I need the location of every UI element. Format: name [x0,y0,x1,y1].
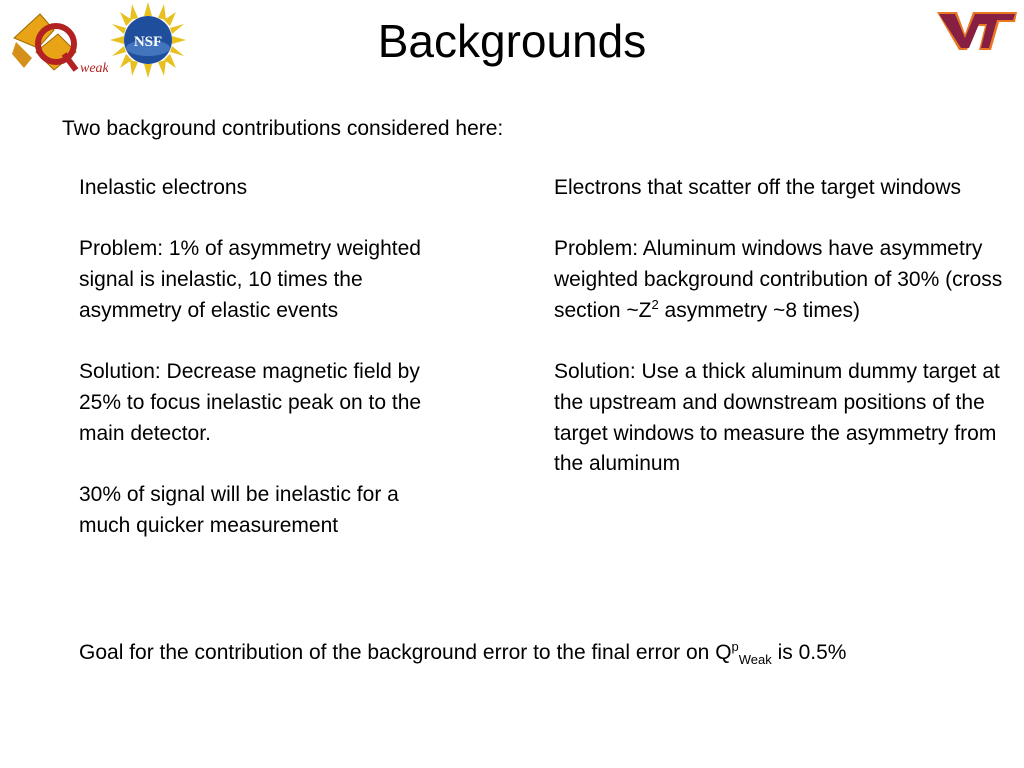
goal-text-before: Goal for the contribution of the background error to the final error on Q [79,641,732,664]
right-column [554,173,1014,511]
right-problem [554,234,1014,326]
goal-subscript: Weak [738,652,772,668]
right-problem-part2: asymmetry ~8 times) [664,298,860,322]
left-column [79,173,451,572]
right-problem-part1: Problem: Aluminum windows have asymmetry weighted background contribution of 30% (cross section ~Z [554,237,1003,322]
left-note: 30% of signal will be inelastic for a much quicker measurement [79,482,399,537]
right-problem-superscript: 2 [651,296,659,312]
intro-text: Two background contributions considered here: [62,117,504,140]
goal-statement [79,638,846,668]
right-solution: Solution: Use a thick aluminum dummy target at the upstream and downstream positions of the target windows to measure the asymmetry from the aluminum [554,360,1000,476]
slide-title: Backgrounds [377,15,647,67]
goal-superscript: p [731,639,739,654]
nsf-logo-text: NSF [133,34,163,50]
left-heading: Inelastic electrons [79,176,248,199]
goal-text-after: is 0.5% [771,641,847,664]
qweak-logo-text: weak [80,61,108,76]
left-solution: Solution: Decrease magnetic field by 25% to focus inelastic peak on to the main detector. [79,360,422,445]
right-heading: Electrons that scatter off the target windows [554,176,961,199]
left-problem: Problem: 1% of asymmetry weighted signal is inelastic, 10 times the asymmetry of elastic events [79,237,421,322]
